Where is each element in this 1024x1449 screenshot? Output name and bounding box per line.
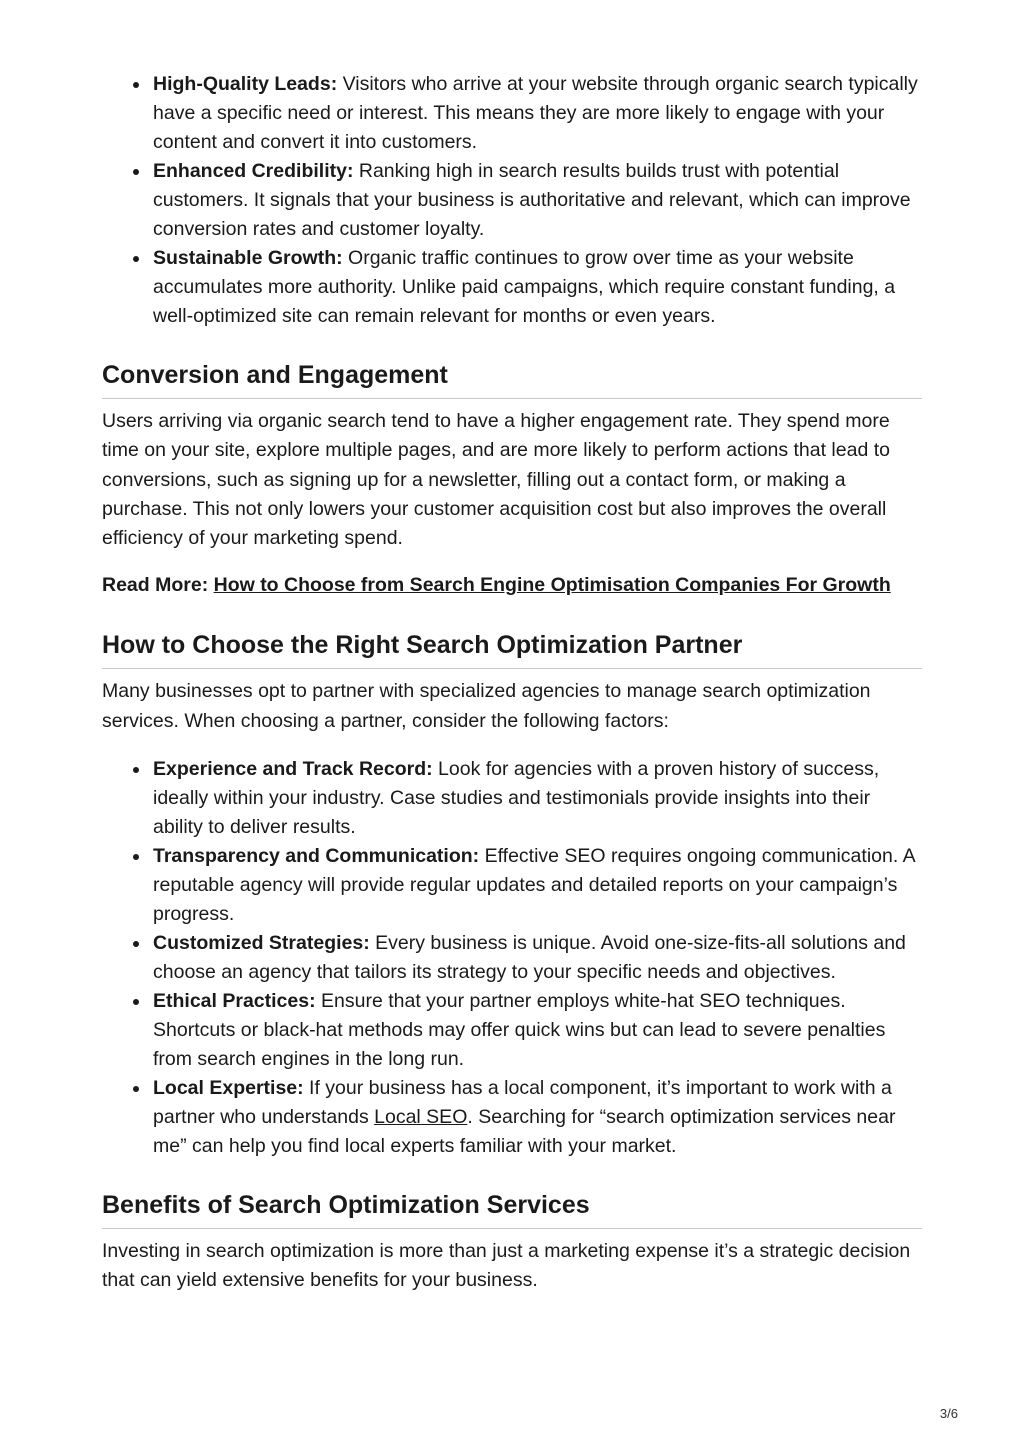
partner-intro-paragraph: Many businesses opt to partner with specialized agencies to manage search optimization services. When choosing a partner, consider the following factors: xyxy=(102,680,871,732)
section-heading-conversion: Conversion and Engagement xyxy=(102,359,922,399)
list-item xyxy=(153,929,922,987)
list-item-lead: Ethical Practices: xyxy=(153,990,316,1013)
list-item-text: Ensure that your partner employs white-hat SEO techniques. Shortcuts or black-hat methods may offer quick wins but can lead to severe penalties from search engines in the long run. xyxy=(153,990,886,1071)
list-item-lead: Experience and Track Record: xyxy=(153,758,433,781)
conversion-paragraph: Users arriving via organic search tend to have a higher engagement rate. They spend more time on your site, explore multiple pages, and are more likely to perform actions that lead to conversions, such as signing up for a newsletter, filling out a contact form, or making a purchase. This not only lowers your customer acquisition cost but also improves the overall efficiency of your marketing spend. xyxy=(102,410,890,550)
local-seo-link[interactable]: Local SEO xyxy=(374,1106,468,1129)
list-item-lead: Customized Strategies: xyxy=(153,932,370,955)
list-item-lead: Sustainable Growth: xyxy=(153,247,343,269)
list-item xyxy=(153,70,922,157)
list-item-text: Organic traffic continues to grow over time as your website accumulates more authority. Unlike paid campaigns, which require constant funding, a well-optimized site can remain relevant for months or even years. xyxy=(153,247,896,327)
list-item xyxy=(153,987,922,1074)
section-heading-partner: How to Choose the Right Search Optimization Partner xyxy=(102,629,922,669)
read-more-label: Read More: xyxy=(102,574,214,597)
list-item-lead: Local Expertise: xyxy=(153,1077,304,1100)
seo-benefits-list xyxy=(102,70,922,331)
document-content xyxy=(102,70,922,1296)
benefits-paragraph: Investing in search optimization is more than just a marketing expense it’s a strategic decision that can yield extensive benefits for your business. xyxy=(102,1240,911,1292)
list-item xyxy=(153,244,922,331)
list-item-text: Effective SEO requires ongoing communication. A reputable agency will provide regular updates and detailed reports on your campaign’s progress. xyxy=(153,845,915,926)
read-more-link[interactable]: How to Choose from Search Engine Optimisation Companies For Growth xyxy=(213,574,891,597)
section-heading-benefits: Benefits of Search Optimization Services xyxy=(102,1189,922,1229)
page-number: 3/6 xyxy=(939,1406,958,1421)
list-item xyxy=(153,157,922,244)
list-item xyxy=(153,842,922,929)
list-item-lead: Enhanced Credibility: xyxy=(153,160,354,182)
list-item xyxy=(153,1074,922,1161)
list-item-text: Ranking high in search results builds trust with potential customers. It signals that your business is authoritative and relevant, which can improve conversion rates and customer loyalty. xyxy=(153,160,911,240)
list-item-text: If your business has a local component, it’s important to work with a partner who understands xyxy=(153,1077,892,1129)
list-item-text: Every business is unique. Avoid one-size-fits-all solutions and choose an agency that tailors its strategy to your specific needs and objectives. xyxy=(153,932,906,984)
list-item-text: Look for agencies with a proven history of success, ideally within your industry. Case studies and testimonials provide insights into their ability to deliver results. xyxy=(153,758,880,839)
partner-factors-list xyxy=(102,755,922,1161)
read-more xyxy=(102,571,922,599)
list-item-lead: High-Quality Leads: xyxy=(153,73,338,95)
list-item-text: . Searching for “search optimization services near me” can help you find local experts familiar with your market. xyxy=(153,1106,896,1158)
list-item-lead: Transparency and Communication: xyxy=(153,845,480,868)
list-item-text: Visitors who arrive at your website through organic search typically have a specific need or interest. This means they are more likely to engage with your content and convert it into customers. xyxy=(153,73,918,153)
list-item xyxy=(153,755,922,842)
